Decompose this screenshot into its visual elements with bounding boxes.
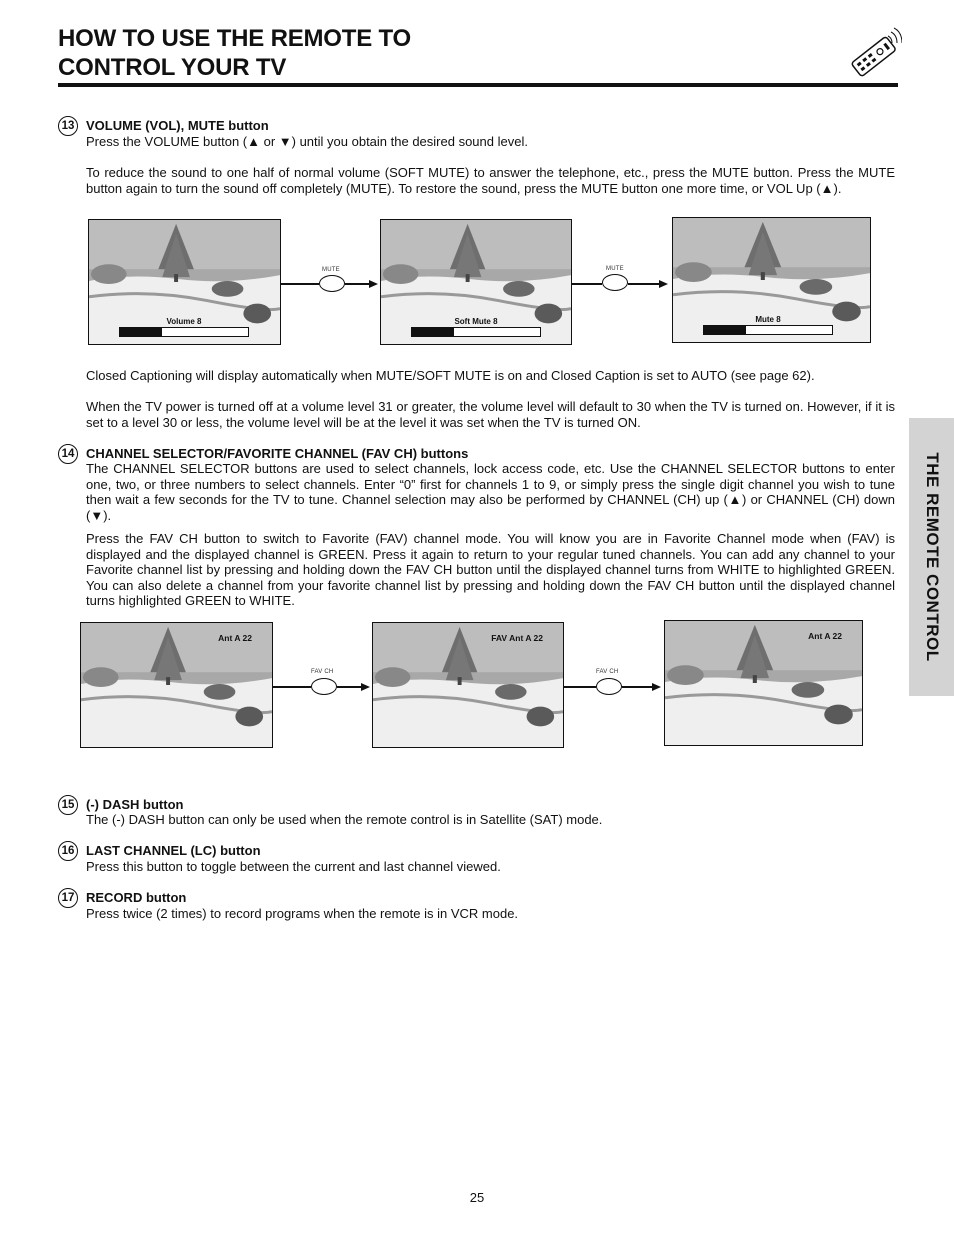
osd-channel-label: FAV Ant A 22: [491, 633, 543, 643]
fav-ch-button: [596, 678, 622, 695]
tv-screen: [672, 217, 871, 343]
osd-volume-label: Soft Mute 8: [454, 317, 498, 326]
mute-button: [602, 274, 628, 291]
connector-line: [337, 686, 361, 688]
section-text: Press twice (2 times) to record programs when the remote is in VCR mode.: [86, 906, 519, 921]
arrow-right-icon: [361, 683, 370, 691]
section-text: Press this button to toggle between the current and last channel viewed.: [86, 859, 501, 874]
section-text: To reduce the sound to one half of normal volume (SOFT MUTE) to answer the telephone, etc., press the MUTE button. Press the MUTE button again to turn the sound off completely (MUTE). To restore the sound, press the MUTE button one more time, or VOL Up (▲).: [86, 165, 895, 196]
fav-ch-button: [311, 678, 337, 695]
section-text: The (-) DASH button can only be used when the remote control is in Satellite (SAT) mode.: [86, 812, 603, 827]
section-number-15: 15: [58, 795, 78, 815]
section-heading-dash-button: (-) DASH button: [86, 797, 184, 812]
osd-channel-label: Ant A 22: [808, 631, 842, 641]
osd-volume-bar-fill: [704, 326, 746, 334]
fav-ch-button-label: FAV CH: [311, 669, 334, 675]
section-number-16: 16: [58, 841, 78, 861]
connector-line: [628, 283, 659, 285]
connector-line: [564, 686, 596, 688]
section-text: Press the FAV CH button to switch to Favorite (FAV) channel mode. You will know you are in Favorite Channel mode when (FAV) is displayed and the displayed channel is GREEN. Press it again to return to your regular tuned channels. You can add any channel to your Favorite channel list by pressing and holding down the FAV CH button until the displayed channel turns from WHITE to highlighted GREEN. You can also delete a channel from your favorite channel list by pressing and holding down the FAV CH button until the displayed channel turns highlighted GREEN to WHITE.: [86, 531, 895, 609]
page-title-line-2: CONTROL YOUR TV: [58, 54, 287, 81]
arrow-right-icon: [659, 280, 668, 288]
osd-volume-bar-fill: [412, 328, 454, 336]
section-number-14: 14: [58, 444, 78, 464]
remote-control-icon: [844, 26, 902, 80]
osd-volume-label: Volume 8: [166, 317, 202, 326]
arrow-right-icon: [369, 280, 378, 288]
section-text: Closed Captioning will display automatically when MUTE/SOFT MUTE is on and Closed Caption is set to AUTO (see page 62).: [86, 368, 815, 383]
tv-screen: [372, 622, 564, 748]
section-text: The CHANNEL SELECTOR buttons are used to select channels, lock access code, etc. Use the CHANNEL SELECTOR buttons to enter one, two, or three numbers to select channels. Enter “0” first for channels 1 to 9, or simply press the single digit channel you wish to tune then wait a few seconds for the TV to tune. Channel selection may also be performed by CHANNEL (CH) up (▲) or CHANNEL (CH) down (▼).: [86, 461, 895, 523]
section-text: When the TV power is turned off at a volume level 31 or greater, the volume level will default to 30 when the TV is turned on. However, if it is set to a level 30 or less, the volume level will be at the level it was set when the TV is turned ON.: [86, 399, 895, 430]
osd-volume-label: Mute 8: [755, 315, 781, 324]
section-text: Press the VOLUME button (▲ or ▼) until you obtain the desired sound level.: [86, 134, 528, 149]
section-heading-volume-mute: VOLUME (VOL), MUTE button: [86, 118, 269, 133]
section-heading-last-channel: LAST CHANNEL (LC) button: [86, 843, 261, 858]
tv-screen: [80, 622, 273, 748]
section-number-17: 17: [58, 888, 78, 908]
osd-channel-label: Ant A 22: [218, 633, 252, 643]
osd-volume-bar: [703, 325, 833, 335]
side-tab: [909, 418, 954, 696]
page-title-line-1: HOW TO USE THE REMOTE TO: [58, 25, 411, 52]
osd-volume-bar-fill: [120, 328, 162, 336]
side-tab-label: THE REMOTE CONTROL: [922, 452, 942, 662]
mute-button: [319, 275, 345, 292]
arrow-right-icon: [652, 683, 661, 691]
connector-line: [572, 283, 602, 285]
connector-line: [273, 686, 311, 688]
tv-screen: [380, 219, 572, 345]
osd-volume-bar: [119, 327, 249, 337]
section-number-13: 13: [58, 116, 78, 136]
section-heading-channel-selector: CHANNEL SELECTOR/FAVORITE CHANNEL (FAV CH) buttons: [86, 446, 469, 461]
tv-screen: [88, 219, 281, 345]
connector-line: [622, 686, 652, 688]
page-title: [58, 24, 411, 82]
mute-button-label: MUTE: [606, 266, 624, 272]
fav-ch-button-label: FAV CH: [596, 669, 619, 675]
connector-line: [345, 283, 369, 285]
title-rule: [58, 83, 898, 87]
tv-screen: [664, 620, 863, 746]
mute-button-label: MUTE: [322, 267, 340, 273]
section-heading-record-button: RECORD button: [86, 890, 187, 905]
connector-line: [281, 283, 319, 285]
page-number: 25: [469, 1190, 485, 1205]
osd-volume-bar: [411, 327, 541, 337]
